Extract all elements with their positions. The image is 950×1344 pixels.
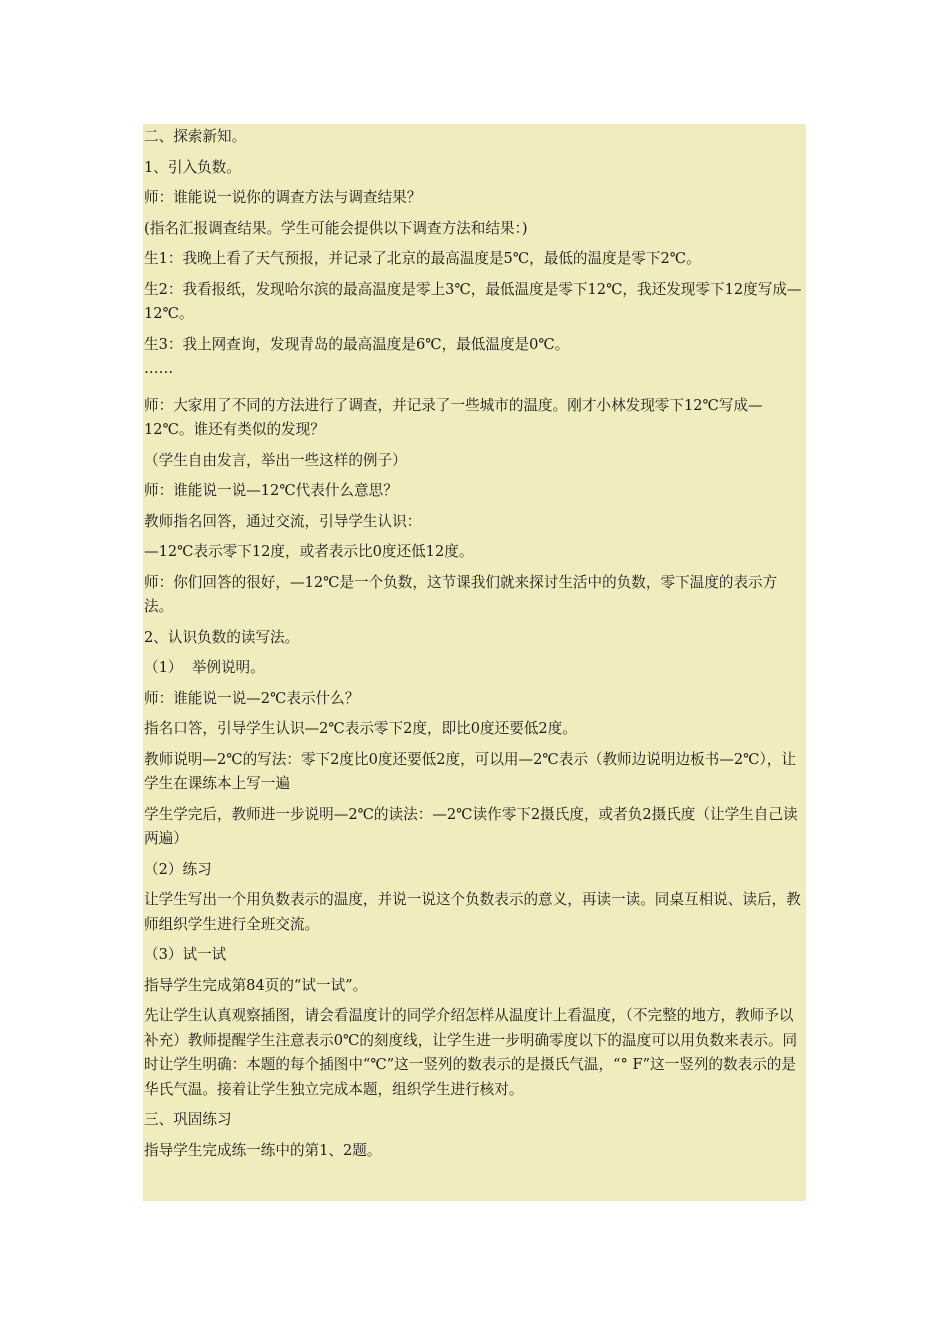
paragraph: (指名汇报调查结果。学生可能会提供以下调查方法和结果：)	[144, 219, 528, 237]
paragraph: —12℃表示零下12度，或者表示比0度还低12度。	[144, 543, 474, 560]
paragraph: 师：你们回答的很好，—12℃是一个负数，这节课我们就来探讨生活中的负数，零下温度的表示方法。	[144, 573, 778, 615]
paragraph: 三、巩固练习	[144, 1111, 232, 1128]
paragraph: 指导学生完成第84页的“试一试”。	[144, 976, 368, 994]
paragraph: 生1：我晚上看了天气预报，并记录了北京的最高温度是5℃，最低的温度是零下2℃。	[144, 250, 701, 267]
paragraph: （3）试一试	[144, 946, 227, 963]
paragraph: 师：谁能说一说你的调查方法与调查结果？	[144, 189, 422, 206]
paragraph: 指名口答，引导学生认识—2℃表示零下2度，即比0度还要低2度。	[144, 720, 577, 737]
paragraph: 学生学完后，教师进一步说明—2℃的读法：—2℃读作零下2摄氏度，或者负2摄氏度（让学生自己读两遍）	[144, 805, 798, 847]
paragraph: 生3：我上网查询，发现青岛的最高温度是6℃，最低温度是0℃。	[144, 335, 570, 353]
paragraph: 1、引入负数。	[144, 158, 241, 176]
paragraph: （学生自由发言，举出一些这样的例子）	[144, 451, 407, 469]
paragraph: 师：谁能说一说—2℃表示什么？	[144, 689, 360, 707]
paragraph: 生2：我看报纸，发现哈尔滨的最高温度是零上3℃，最低温度是零下12℃，我还发现零下12度写成—12℃。	[144, 280, 802, 322]
paragraph: 先让学生认真观察插图，请会看温度计的同学介绍怎样从温度计上看温度，（不完整的地方，教师予以补充）教师提醒学生注意表示0℃的刻度线，让学生进一步明确零度以下的温度可以用负数来表示。同时让学生明确：本题的每个插图中“℃”这一竖列的数表示的是摄氏气温，“° F”这一竖列的数表示的是华氏气温。接着让学生独立完成本题，组织学生进行核对。	[144, 1007, 798, 1098]
paragraph: （1） 举例说明。	[144, 659, 265, 676]
paragraph: 师：大家用了不同的方法进行了调查，并记录了一些城市的温度。刚才小林发现零下12℃写成—12℃。谁还有类似的发现？	[144, 396, 763, 438]
paragraph: 教师指名回答，通过交流，引导学生认识：	[144, 512, 422, 530]
paragraph: 师：谁能说一说—12℃代表什么意思？	[144, 482, 398, 499]
document-page	[143, 124, 806, 1201]
paragraph: （2）练习	[144, 860, 212, 878]
paragraph: 2、认识负数的读写法。	[144, 628, 300, 646]
paragraph: 教师说明—2℃的写法：零下2度比0度还要低2度，可以用—2℃表示（教师边说明边板书—2℃），让学生在课练本上写一遍	[144, 750, 796, 792]
paragraph: ……	[144, 360, 174, 377]
paragraph: 指导学生完成练一练中的第1、2题。	[144, 1141, 382, 1159]
paragraph: 二、探索新知。	[144, 128, 247, 145]
paragraph: 让学生写出一个用负数表示的温度，并说一说这个负数表示的意义，再读一读。同桌互相说、读后，教师组织学生进行全班交流。	[144, 891, 801, 933]
